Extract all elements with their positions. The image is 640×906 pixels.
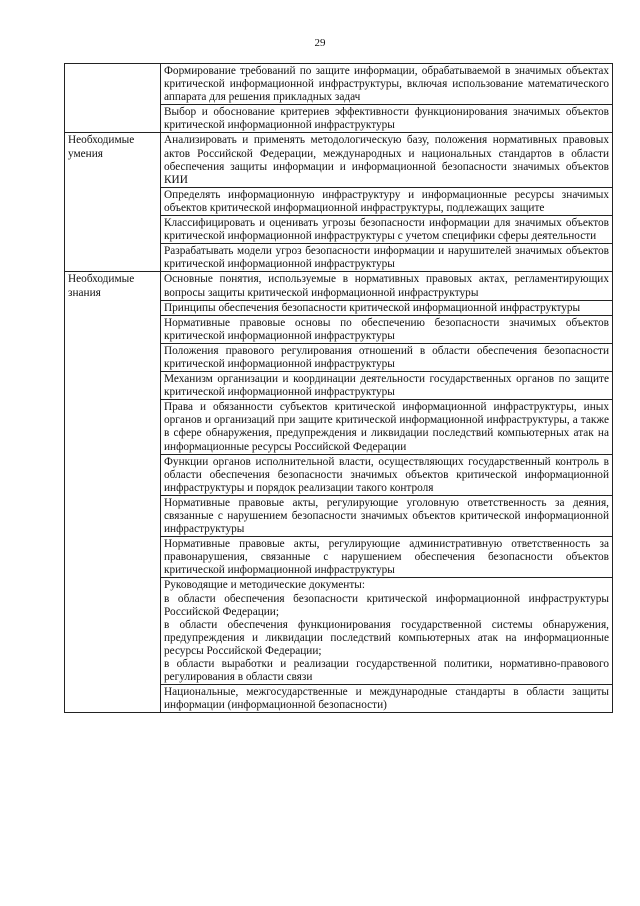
- table-row: [65, 133, 613, 187]
- table-cell: Принципы обеспечения безопасности критической информационной инфраструктуры: [161, 300, 613, 315]
- table-cell: Определять информационную инфраструктуру и информационные ресурсы значимых объектов критической информационной инфраструктуры, подлежащих защите: [161, 187, 613, 215]
- table-cell: Выбор и обоснование критериев эффективности функционирования значимых объектов критической информационной инфраструктуры: [161, 105, 613, 133]
- cell-paragraph: в области выработки и реализации государственной политики, нормативно-правового регулирования в области связи: [164, 658, 609, 684]
- table-cell: Анализировать и применять методологическую базу, положения нормативных правовых актов Российской Федерации, международных и национальных стандартов в области обеспечения защиты информации и информационной безопасности значимых объектов КИИ: [161, 133, 613, 187]
- table-cell: Национальные, межгосударственные и международные стандарты в области защиты информации (информационной безопасности): [161, 685, 613, 713]
- table-cell: Разрабатывать модели угроз безопасности информации и нарушителей значимых объектов критической информационной инфраструктуры: [161, 244, 613, 272]
- table-cell: Права и обязанности субъектов критической информационной инфраструктуры, иных органов и организаций при защите критической информационной инфраструктуры, а также в сфере обнаружения, предупреждения и ликвидации последствий компьютерных атак на информационные ресурсы Российской Федерации: [161, 400, 613, 454]
- cell-paragraph: Руководящие и методические документы:: [164, 579, 365, 592]
- row-group-label: Необходимые знания: [65, 272, 161, 713]
- row-group-label: [65, 64, 161, 133]
- table-cell: Нормативные правовые акты, регулирующие уголовную ответственность за деяния, связанные с нарушением безопасности значимых объектов критической информационной инфраструктуры: [161, 495, 613, 536]
- table-cell: Механизм организации и координации деятельности государственных органов по защите критической информационной инфраструктуры: [161, 372, 613, 400]
- table-cell: Нормативные правовые акты, регулирующие административную ответственность за правонарушения, связанные с нарушением обеспечения безопасности объектов критической информационной инфраструктуры: [161, 537, 613, 578]
- table-cell: Функции органов исполнительной власти, осуществляющих государственный контроль в области обеспечения безопасности значимых объектов критической информационной инфраструктуры и порядок реализации такого контроля: [161, 454, 613, 495]
- cell-paragraph: в области обеспечения безопасности критической информационной инфраструктуры Российской Федерации;: [164, 592, 609, 618]
- table-cell: Положения правового регулирования отношений в области обеспечения безопасности критической информационной инфраструктуры: [161, 343, 613, 371]
- table-cell: Классифицировать и оценивать угрозы безопасности информации для значимых объектов критической информационной инфраструктуры с учетом специфики сферы деятельности: [161, 216, 613, 244]
- table-cell: Нормативные правовые основы по обеспечению безопасности значимых объектов критической информационной инфраструктуры: [161, 315, 613, 343]
- page-number: 29: [314, 37, 326, 49]
- table-cell: Формирование требований по защите информации, обрабатываемой в значимых объектах критической информационной инфраструктуры, включая использование математического аппарата для решения прикладных задач: [161, 64, 613, 105]
- table-body: [65, 64, 613, 713]
- table-cell: Основные понятия, используемые в нормативных правовых актах, регламентирующих вопросы защиты критической информационной инфраструктуры: [161, 272, 613, 300]
- table-row: [65, 64, 613, 105]
- competency-table: [64, 63, 613, 713]
- row-group-label: Необходимые умения: [65, 133, 161, 272]
- table-row: [65, 272, 613, 300]
- cell-paragraph: в области обеспечения функционирования государственной системы обнаружения, предупреждения и ликвидации последствий компьютерных атак на информационные ресурсы Российской Федерации;: [164, 618, 609, 657]
- table-cell: [161, 578, 613, 685]
